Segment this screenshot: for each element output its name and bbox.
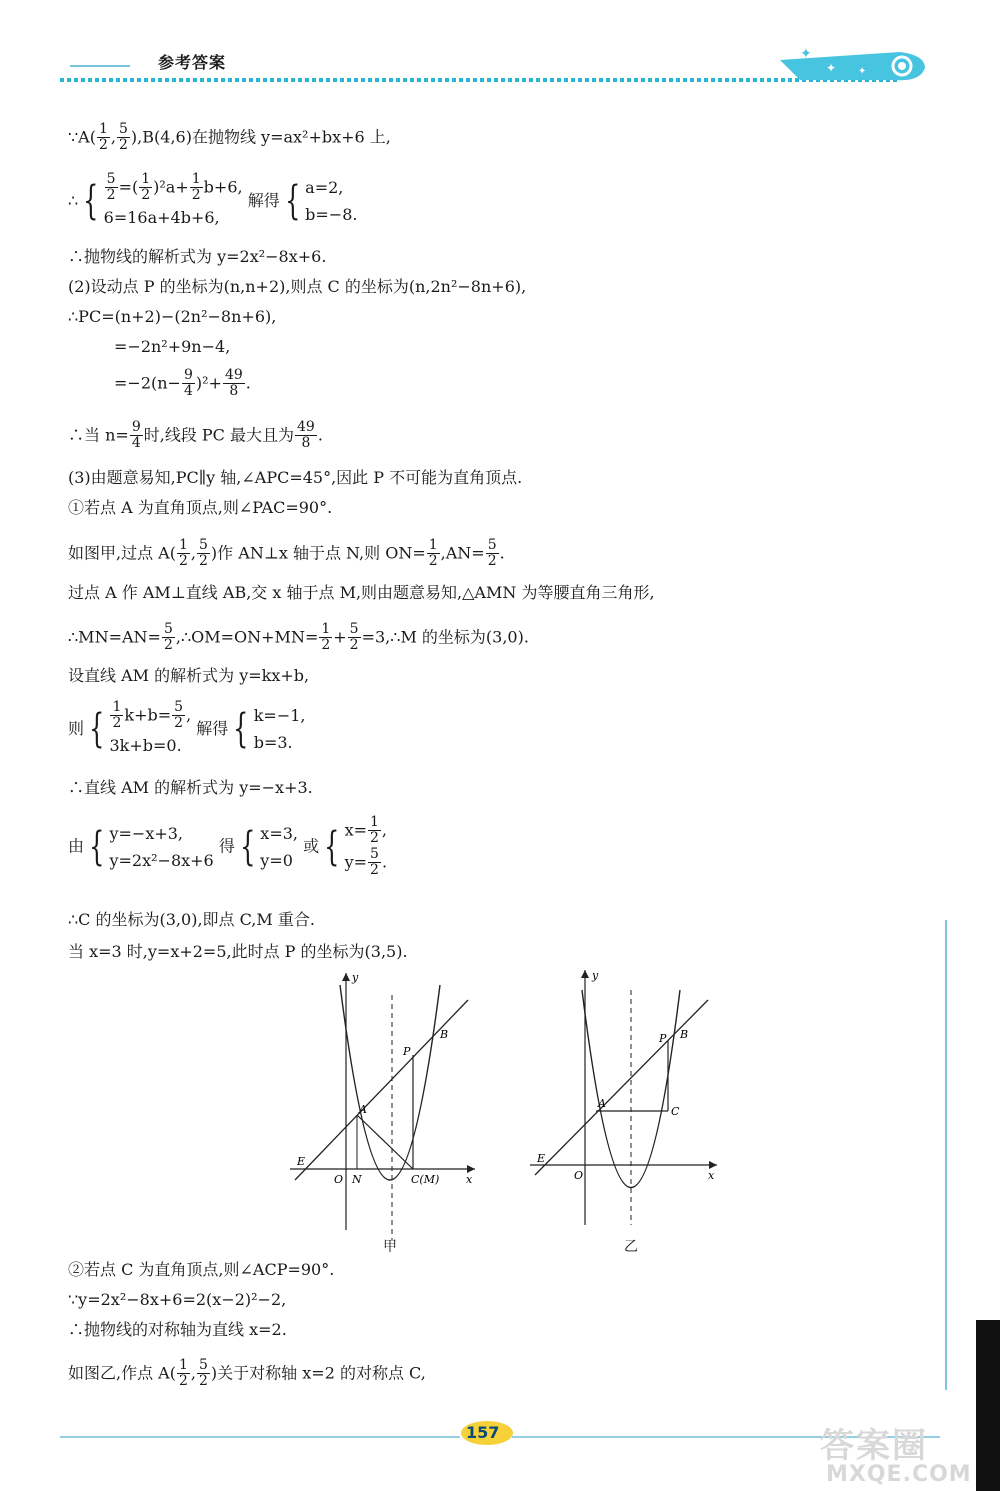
text-line: ∴抛物线的对称轴为直线 x=2. [68,1320,287,1339]
fig-label: C(M) [411,1173,440,1186]
text-line: 如图乙,作点 A( $\frac{1}{2}$ , $\frac{5}{2}$ )关于对称轴 x=2 的对称点 C, [68,1357,426,1390]
svg-text:✦: ✦ [800,46,812,62]
fig-label: E [297,1155,306,1168]
page-header [0,0,1000,100]
watermark: 答案圈 [820,1426,928,1466]
header-title: 参考答案 [158,53,227,72]
equation-system: ∴ { $\frac{5}{2}$ =( $\frac{1}{2}$ )²a+ $\frac{1}{2}$ b+6, 6=16a+4b+6, 解得 { a=2, b=−8. [68,171,358,227]
text-line: (2)设动点 P 的坐标为(n,n+2),则点 C 的坐标为(n,2n²−8n+6), [68,277,527,296]
text-line: 当 x=3 时,y=x+2=5,此时点 P 的坐标为(3,5). [68,942,408,961]
figure-yi [520,965,720,1255]
fig-label: A [359,1103,367,1116]
watermark-url: MXQE.COM [826,1462,972,1487]
text-line: ①若点 A 为直角顶点,则∠PAC=90°. [68,498,333,517]
page-number: 157 [466,1423,500,1442]
text-line: ∴MN=AN= $\frac{5}{2}$ ,∴OM=ON+MN= $\frac{1}{2}$ + $\frac{5}{2}$ =3,∴M 的坐标为(3,0). [68,621,529,654]
text-line: 过点 A 作 AM⊥直线 AB,交 x 轴于点 M,则由题意易知,△AMN 为等腰直角三角形, [68,583,655,602]
fig-label: B [440,1028,449,1041]
text-line: ∴PC=(n+2)−(2n²−8n+6), [68,307,277,326]
fig-label: O [574,1169,584,1182]
fig-label: C [671,1105,680,1118]
fig-label: x [708,1169,715,1182]
fig-label: E [537,1152,546,1165]
equation-system: 则 { $\frac{1}{2}$ k+b= $\frac{5}{2}$ , 3k+b=0. 解得 { k=−1, b=3. [68,699,306,755]
text-line: ∴当 n= $\frac{9}{4}$ 时,线段 PC 最大且为 $\frac{49}{8}$ . [68,419,323,452]
fraction: $\frac{5}{2}$ [119,121,128,154]
fig-label: O [334,1173,344,1186]
svg-text:✦: ✦ [858,66,867,77]
text-line: 如图甲,过点 A( $\frac{1}{2}$ , $\frac{5}{2}$ )作 AN⊥x 轴于点 N,则 ON= $\frac{1}{2}$ ,AN= $\frac{5}{2}$ . [68,537,505,570]
figure-jia [280,965,480,1255]
text-line: ②若点 C 为直角顶点,则∠ACP=90°. [68,1260,335,1279]
text-line: ∴C 的坐标为(3,0),即点 C,M 重合. [68,910,315,929]
text-line: =−2n²+9n−4, [114,337,231,356]
svg-text:✦: ✦ [826,61,837,75]
fig-label: A [598,1097,606,1110]
text-line: 设直线 AM 的解析式为 y=kx+b, [68,666,310,685]
figure-caption: 甲 [383,1239,397,1255]
margin-decoration [930,920,1000,1491]
text-line: ∴直线 AM 的解析式为 y=−x+3. [68,778,313,797]
text-line: ∵y=2x²−8x+6=2(x−2)²−2, [68,1290,287,1309]
fig-label: x [466,1173,473,1186]
fig-label: P [403,1045,411,1058]
fig-label: B [680,1028,689,1041]
text-line: ∵A( $\frac{1}{2}$ , $\frac{5}{2}$ ),B(4,6)在抛物线 y=ax²+bx+6 上, [68,121,391,154]
fig-label: N [352,1173,362,1186]
fig-label: y [352,971,359,984]
fig-label: y [592,969,599,982]
figure-caption: 乙 [624,1239,638,1255]
text-line: ∴抛物线的解析式为 y=2x²−8x+6. [68,247,327,266]
text-line: (3)由题意易知,PC∥y 轴,∠APC=45°,因此 P 不可能为直角顶点. [68,468,523,487]
header-decoration [0,0,1000,100]
equation-system: 由 { y=−x+3, y=2x²−8x+6 得 { x=3, y=0 或 { x= $\frac{1}{2}$ , y= $\frac{5}{2}$ . [68,814,388,879]
fraction: $\frac{1}{2}$ [98,121,108,154]
text-line: =−2(n− $\frac{9}{4}$ )²+ $\frac{49}{8}$ . [114,367,251,400]
fig-label: P [659,1032,667,1045]
